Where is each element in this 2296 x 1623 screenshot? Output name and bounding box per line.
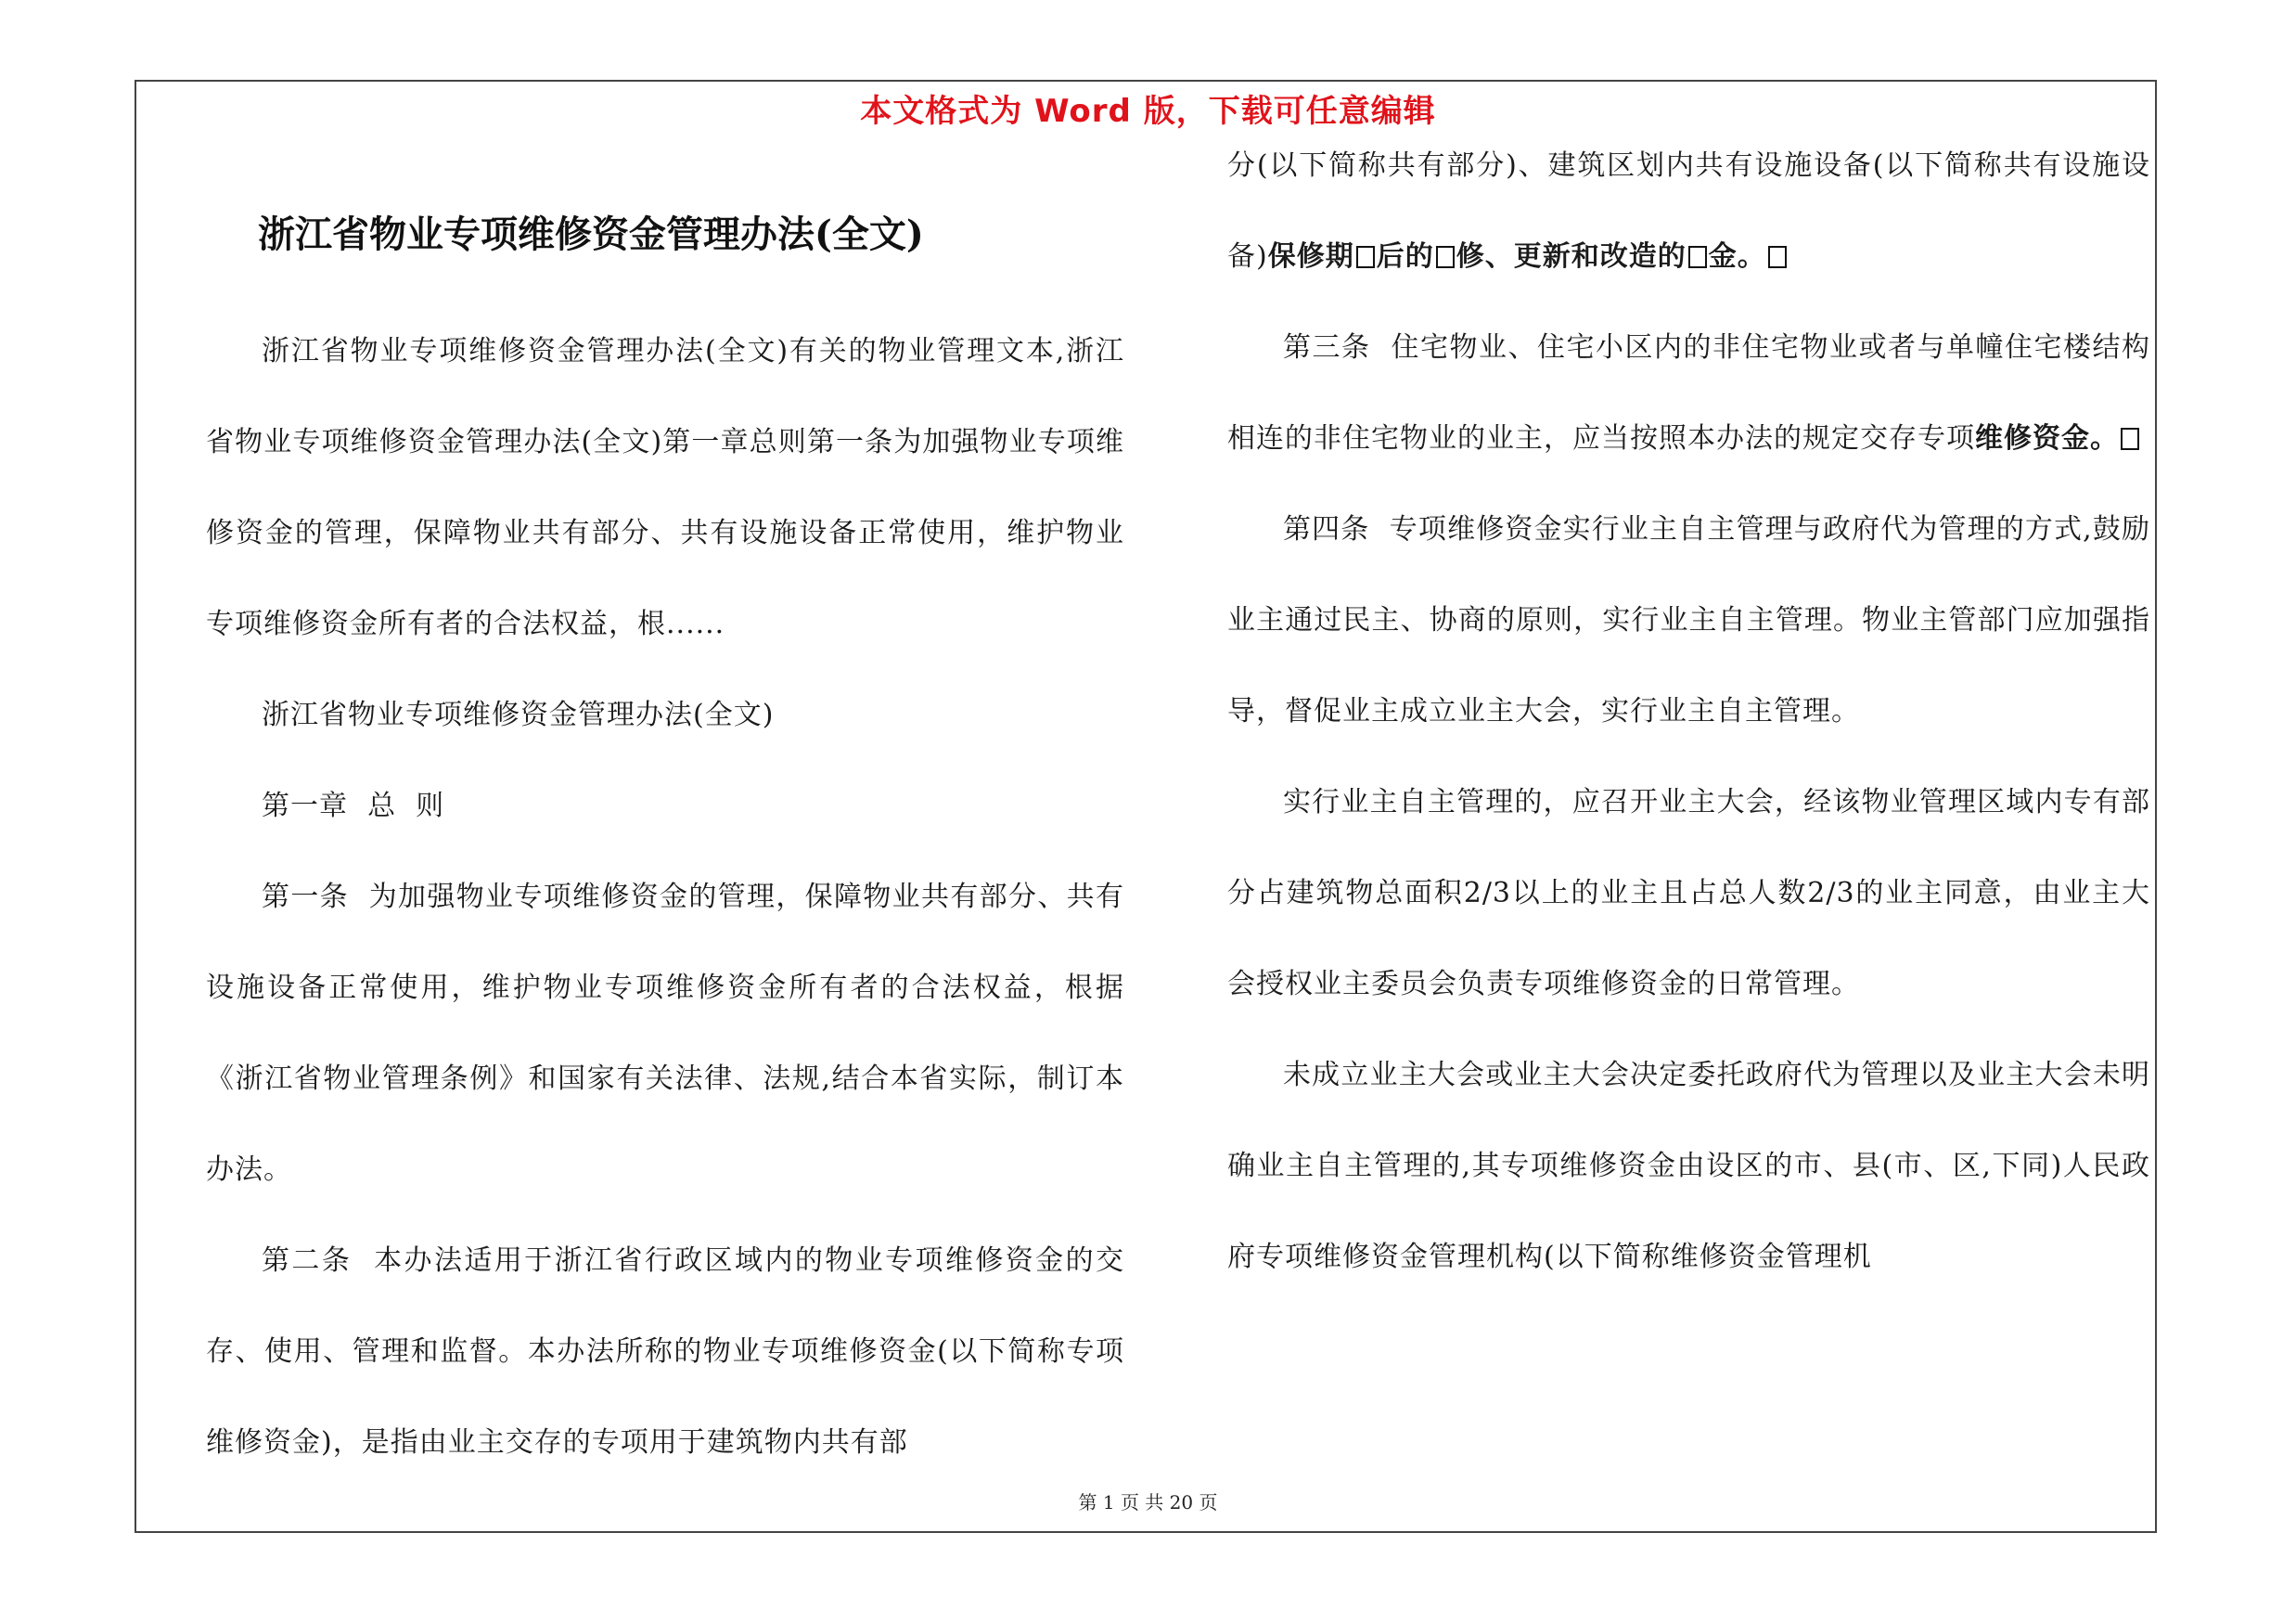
article-2-bold-part-1: 保修期 bbox=[1267, 240, 1354, 273]
article-2-bold-part-3: 修、更新和改造的 bbox=[1456, 240, 1687, 273]
article-4-paragraph: 第四条 专项维修资金实行业主自主管理与政府代为管理的方式,鼓励业主通过民主、协商的原则，实行业主自主管理。物业主管部门应加强指导，督促业主成立业主大会，实行业主自主管理。 bbox=[1227, 513, 2150, 728]
format-banner: 本文格式为 Word 版，下载可任意编辑 bbox=[860, 93, 1436, 130]
missing-glyph-box bbox=[1436, 246, 1455, 268]
article-2-continued-paragraph bbox=[1227, 121, 2150, 303]
government-management-paragraph: 未成立业主大会或业主大会决定委托政府代为管理以及业主大会未明确业主自主管理的,其专项维修资金由设区的市、县(市、区,下同)人民政府专项维修资金管理机构(以下简称维修资金管理机 bbox=[1227, 1059, 2150, 1273]
self-management-paragraph: 实行业主自主管理的，应召开业主大会，经该物业管理区域内专有部分占建筑物总面积2/3以上的业主且占总人数2/3的业主同意，由业主大会授权业主委员会负责专项维修资金的日常管理。 bbox=[1227, 786, 2150, 1000]
missing-glyph-box bbox=[1356, 246, 1375, 268]
left-column bbox=[206, 167, 1124, 1488]
article-1-paragraph: 第一条 为加强物业专项维修资金的管理，保障物业共有部分、共有设施设备正常使用，维护物业专项维修资金所有者的合法权益，根据《浙江省物业管理条例》和国家有关法律、法规,结合本省实际，制订本办法。 bbox=[206, 881, 1124, 1186]
article-2-bold-part-4: 金。 bbox=[1708, 240, 1766, 273]
page-number-footer: 第 1 页 共 20 页 bbox=[1078, 1491, 1218, 1514]
missing-glyph-box bbox=[2121, 428, 2139, 450]
subtitle-paragraph: 浙江省物业专项维修资金管理办法(全文) bbox=[262, 699, 775, 731]
article-3-text: 第三条 住宅物业、住宅小区内的非住宅物业或者与单幢住宅楼结构相连的非住宅物业的业主，应当按照本办法的规定交存专项 bbox=[1227, 331, 2150, 455]
document-title: 浙江省物业专项维修资金管理办法(全文) bbox=[258, 213, 924, 256]
article-2-continued-text: 分(以下简称共有部分)、建筑区划内共有设施设备(以下简称共有设施设备) bbox=[1227, 149, 2150, 273]
article-3-paragraph bbox=[1227, 303, 2150, 484]
article-2-bold-part-2: 后的 bbox=[1376, 240, 1434, 273]
right-column bbox=[1227, 149, 2150, 1303]
chapter-heading: 第一章 总 则 bbox=[262, 790, 445, 822]
missing-glyph-box bbox=[1688, 246, 1707, 268]
missing-glyph-box bbox=[1768, 246, 1787, 268]
article-2-paragraph: 第二条 本办法适用于浙江省行政区域内的物业专项维修资金的交存、使用、管理和监督。本办法所称的物业专项维修资金(以下简称专项维修资金)，是指由业主交存的专项用于建筑物内共有部 bbox=[206, 1244, 1124, 1459]
summary-paragraph: 浙江省物业专项维修资金管理办法(全文)有关的物业管理文本,浙江省物业专项维修资金管理办法(全文)第一章总则第一条为加强物业专项维修资金的管理，保障物业共有部分、共有设施设备正常使用，维护物业专项维修资金所有者的合法权益，根...... bbox=[206, 335, 1124, 640]
article-3-bold-text: 维修资金。 bbox=[1975, 422, 2119, 455]
